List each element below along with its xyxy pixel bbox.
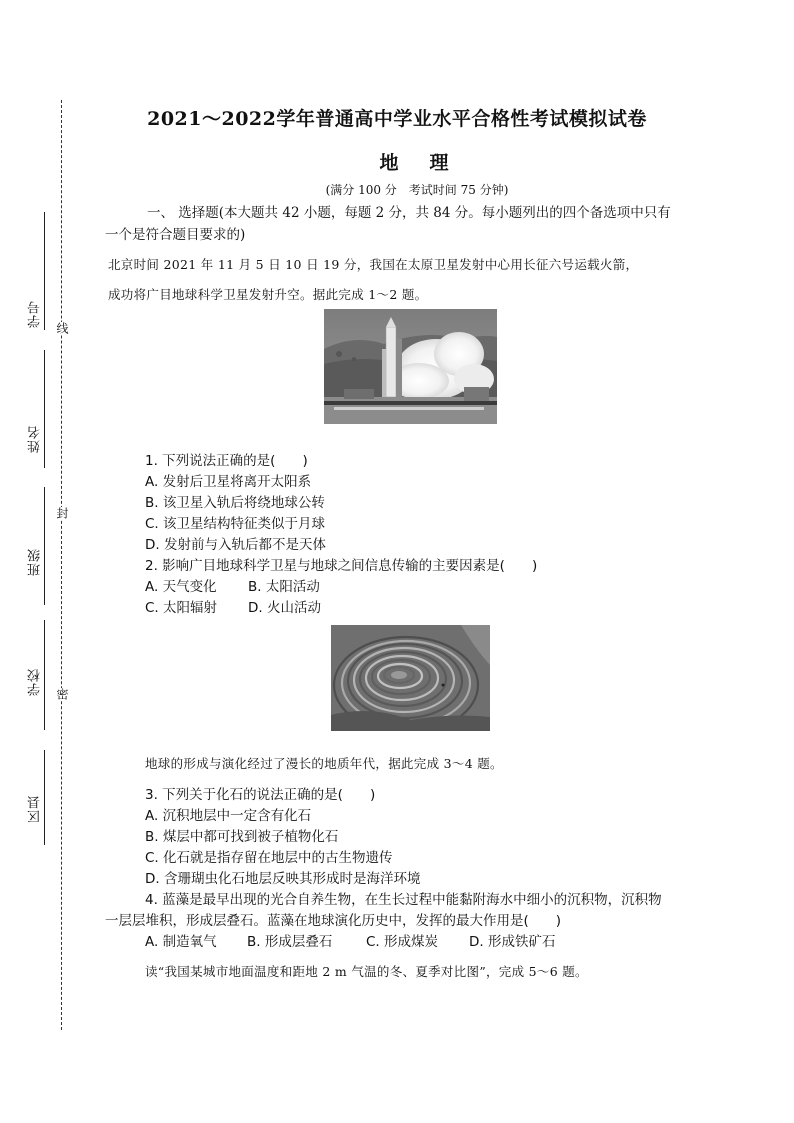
question-4-option-d[interactable]: D. 形成铁矿石 [469,934,556,950]
rocket-launch-photo [324,309,497,424]
question-4-stem [105,890,705,932]
binding-mark-feng: 封 [55,507,69,519]
question-2-option-c[interactable]: C. 太阳辐射 [145,600,218,616]
question-4-option-b[interactable]: B. 形成层叠石 [247,934,333,950]
binding-mark-xian: 线 [55,322,69,334]
question-4-line-1: 4. 蓝藻是最早出现的光合自养生物，在生长过程中能黏附海水中细小的沉积物，沉积物 [145,892,662,908]
subject-title: 地 理 [379,152,455,174]
stromatolite-photo [331,625,490,731]
class-label: 班级 [28,548,43,576]
question-1-option-a[interactable]: A. 发射后卫星将离开太阳系 [145,474,312,490]
question-1-option-d[interactable]: D. 发射前与入轨后都不是天体 [145,537,326,553]
question-3-option-c[interactable]: C. 化石就是指存留在地层中的古生物遗传 [145,850,393,866]
passage-1-line-1: 北京时间 2021 年 11 月 5 日 10 日 19 分，我国在太原卫星发射中心用长征六号运载火箭， [108,257,639,272]
question-3-option-b[interactable]: B. 煤层中都可找到被子植物化石 [145,829,339,845]
section-instructions [105,202,695,246]
school-label: 学校 [28,668,43,696]
class-line [44,487,45,605]
question-1-option-b[interactable]: B. 该卫星入轨后将绕地球公转 [145,495,325,511]
question-2-option-d[interactable]: D. 火山活动 [248,600,321,616]
binding-mark-mi: 密 [55,688,69,700]
question-4-line-2: 一层层堆积，形成层叠石。蓝藻在地球演化历史中，发挥的最大作用是( ) [105,913,562,929]
question-2-option-a[interactable]: A. 天气变化 [145,579,217,595]
district-label: 区县 [28,795,43,823]
passage-1-line-2: 成功将广目地球科学卫星发射升空。据此完成 1～2 题。 [108,287,428,302]
question-2-stem: 2. 影响广目地球科学卫星与地球之间信息传输的主要因素是( ) [145,558,538,574]
question-1-option-c[interactable]: C. 该卫星结构特征类似于月球 [145,516,326,532]
question-3-option-d[interactable]: D. 含珊瑚虫化石地层反映其形成时是海洋环境 [145,871,421,887]
name-label: 姓名 [28,425,43,453]
passage-2: 地球的形成与演化经过了漫长的地质年代，据此完成 3～4 题。 [145,756,503,771]
section-lead: 一、 选择题(本大题共 42 小题，每题 2 分，共 84 分。每小题列出的四个备选项中只有 [147,205,671,221]
passage-3: 读“我国某城市地面温度和距地 2 m 气温的冬、夏季对比图”，完成 5～6 题。 [145,964,588,979]
question-1-stem: 1. 下列说法正确的是( ) [145,453,308,469]
question-3-option-a[interactable]: A. 沉积地层中一定含有化石 [145,808,312,824]
exam-title: 2021～2022学年普通高中学业水平合格性考试模拟试卷 [147,108,647,130]
question-3-stem: 3. 下列关于化石的说法正确的是( ) [145,787,376,803]
student-id-label: 学号 [28,300,43,328]
exam-meta: (满分 100 分 考试时间 75 分钟) [325,183,509,197]
binding-dashed-line [61,100,62,1030]
question-4-option-a[interactable]: A. 制造氧气 [145,934,217,950]
question-2-option-b[interactable]: B. 太阳活动 [248,579,320,595]
section-lead-cont: 一个是符合题目要求的) [105,227,246,243]
question-4-option-c[interactable]: C. 形成煤炭 [366,934,439,950]
